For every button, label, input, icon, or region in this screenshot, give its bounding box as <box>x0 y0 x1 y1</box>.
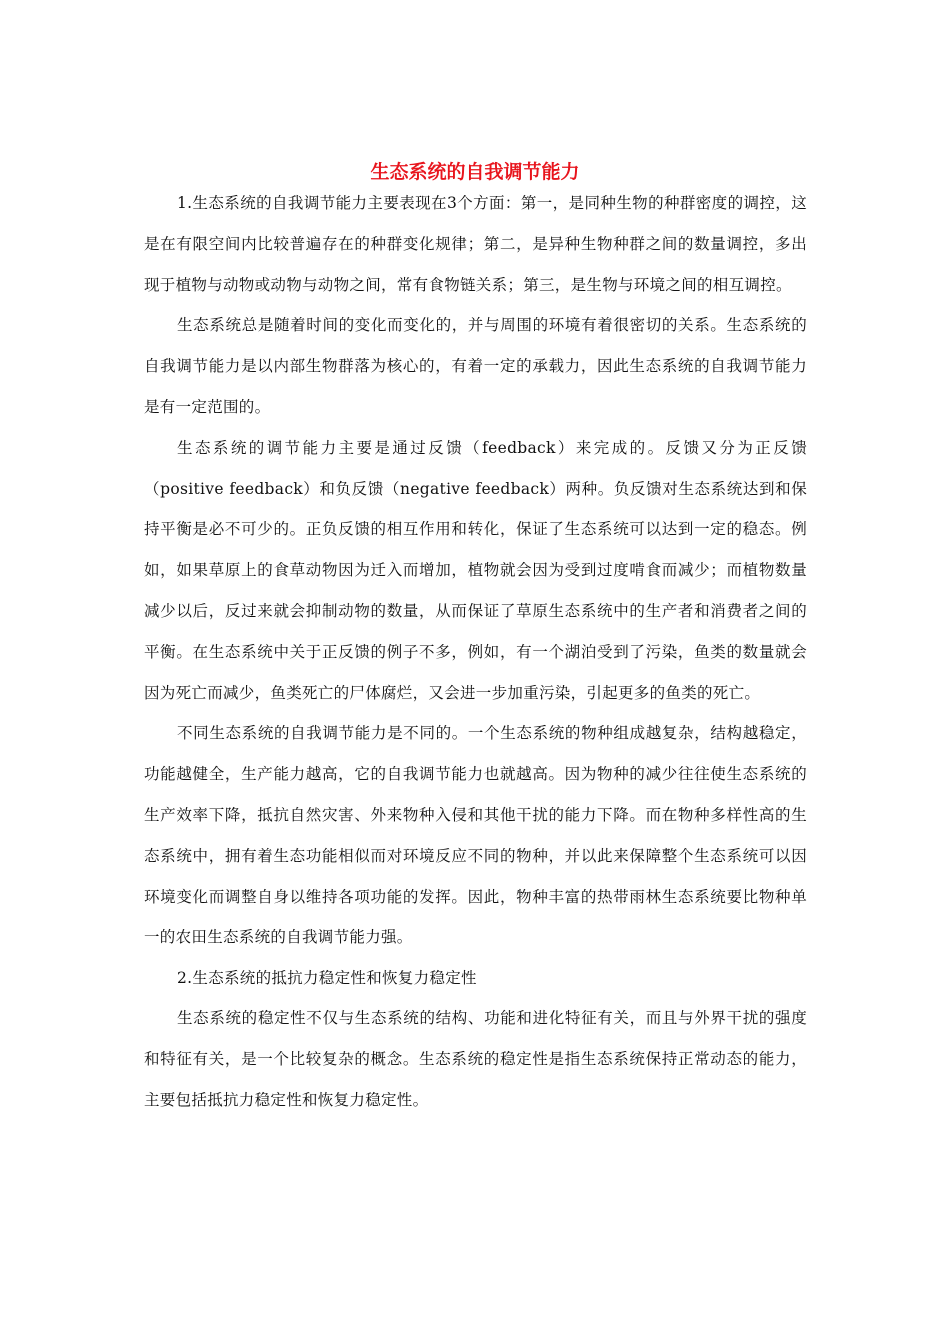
paragraph-3: 生态系统的调节能力主要是通过反馈（feedback）来完成的。反馈又分为正反馈（positive feedback）和负反馈（negative feedback）两种。负反馈对生态系统达到和保持平衡是必不可少的。正负反馈的相互作用和转化，保证了生态系统可以达到一定的稳态。例如，如果草原上的食草动物因为迁入而增加，植物就会因为受到过度啃食而减少；而植物数量减少以后，反过来就会抑制动物的数量，从而保证了草原生态系统中的生产者和消费者之间的平衡。在生态系统中关于正反馈的例子不多，例如，有一个湖泊受到了污染，鱼类的数量就会因为死亡而减少，鱼类死亡的尸体腐烂，又会进一步加重污染，引起更多的鱼类的死亡。 <box>144 438 807 702</box>
paragraph-5: 生态系统的稳定性不仅与生态系统的结构、功能和进化特征有关，而且与外界干扰的强度和特征有关，是一个比较复杂的概念。生态系统的稳定性是指生态系统保持正常动态的能力，主要包括抵抗力稳定性和恢复力稳定性。 <box>144 1009 807 1109</box>
paragraph-4: 不同生态系统的自我调节能力是不同的。一个生态系统的物种组成越复杂，结构越稳定，功能越健全，生产能力越高，它的自我调节能力也就越高。因为物种的减少往往使生态系统的生产效率下降，抵抗自然灾害、外来物种入侵和其他干扰的能力下降。而在物种多样性高的生态系统中，拥有着生态功能相似而对环境反应不同的物种，并以此来保障整个生态系统可以因环境变化而调整自身以维持各项功能的发挥。因此，物种丰富的热带雨林生态系统要比物种单一的农田生态系统的自我调节能力强。 <box>144 724 807 947</box>
document-body <box>144 183 807 1121</box>
paragraph-2: 生态系统总是随着时间的变化而变化的，并与周围的环境有着很密切的关系。生态系统的自我调节能力是以内部生物群落为核心的，有着一定的承载力，因此生态系统的自我调节能力是有一定范围的。 <box>144 316 807 416</box>
paragraph-1: 1.生态系统的自我调节能力主要表现在3个方面：第一，是同种生物的种群密度的调控，这是在有限空间内比较普遍存在的种群变化规律；第二，是异种生物种群之间的数量调控，多出现于植物与动物或动物与动物之间，常有食物链关系；第三，是生物与环境之间的相互调控。 <box>144 194 807 294</box>
section-heading-2: 2.生态系统的抵抗力稳定性和恢复力稳定性 <box>177 969 477 988</box>
page-title: 生态系统的自我调节能力 <box>370 161 580 183</box>
